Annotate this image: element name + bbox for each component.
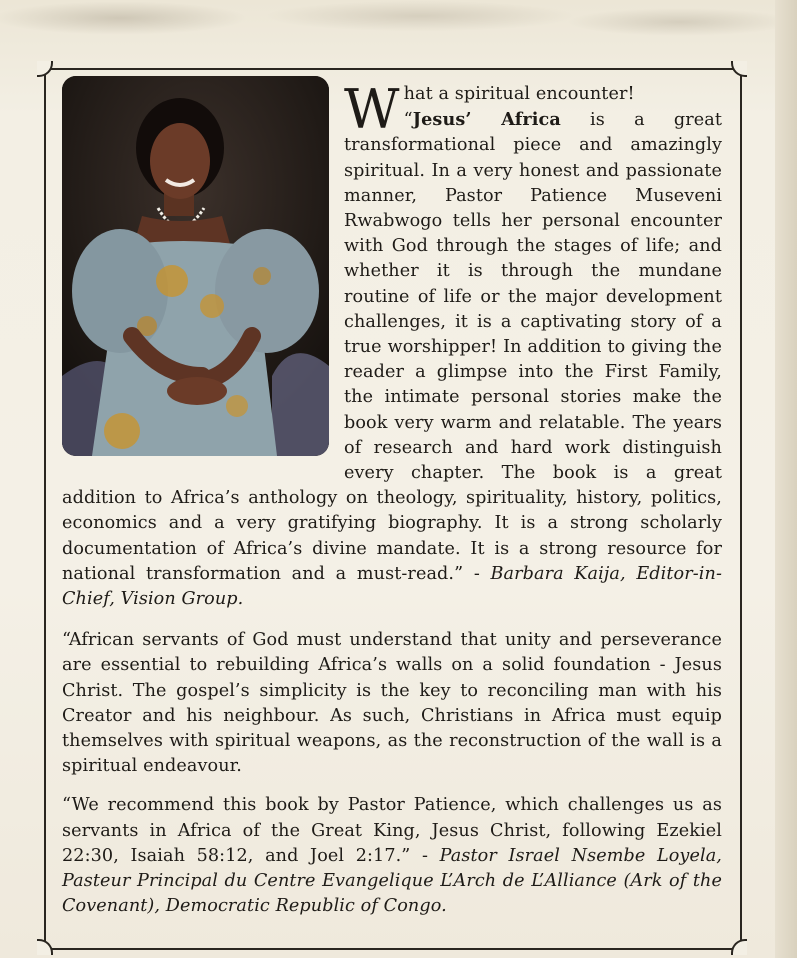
book-title: Jesus’ Africa <box>412 109 561 131</box>
review-israel-nsembe <box>62 793 722 919</box>
review-attribution: Barbara Kaija, Editor-in-Chief, Vision Group. <box>62 563 722 610</box>
back-cover-text <box>62 78 722 934</box>
recommend-body: “We recommend this book by Pastor Patience, which challenges us as servants in Africa of the Great King, Jesus Christ, following Ezekiel 22:30, Isaiah 58:12, and Joel 2:17.” - <box>62 795 722 866</box>
photo-wrap-spacer <box>62 82 344 476</box>
drop-cap: W <box>344 78 400 141</box>
page-edge <box>775 0 797 958</box>
intro-line: hat a spiritual encounter! <box>403 84 635 104</box>
quote-african-servants <box>62 628 722 779</box>
recommend-attribution: Pastor Israel Nsembe Loyela, Pasteur Principal du Centre Evangelique L’Arch de L’Alliance (Ark of the Covenant), Democratic Republic of Congo. <box>62 845 722 917</box>
quote-body: “African servants of God must understand that unity and perseverance are essential to rebuilding Africa’s walls on a solid foundation - Jesus Christ. The gospel’s simplicity is the key to reconciling man with his Creator and his neighbour. As such, Christians in Africa must equip themselves with spiritual weapons, as the reconstruction of the wall is a spiritual endeavour. <box>62 630 722 777</box>
quote-open-mark: “ <box>403 110 413 131</box>
review-body: is a great transformational piece and amazingly spiritual. In a very honest and passionate manner, Pastor Patience Museveni Rwabwogo tells her personal encounter with God through the stages of life; and whether it is through the mundane routine of life or the major development challenges, it is a captivating story of a true worshipper! In addition to giving the reader a glimpse into the First Family, the intimate personal stories make the book very warm and relatable. The years of research and hard work distinguish every chapter. The book is a great addition to Africa’s anthology on theology, spirituality, history, politics, economics and a very gratifying biography. It is a strong scholarly documentation of Africa’s divine mandate. It is a strong resource for national transformation and a must-read.” - <box>62 110 722 584</box>
top-branch-decoration <box>0 0 797 70</box>
